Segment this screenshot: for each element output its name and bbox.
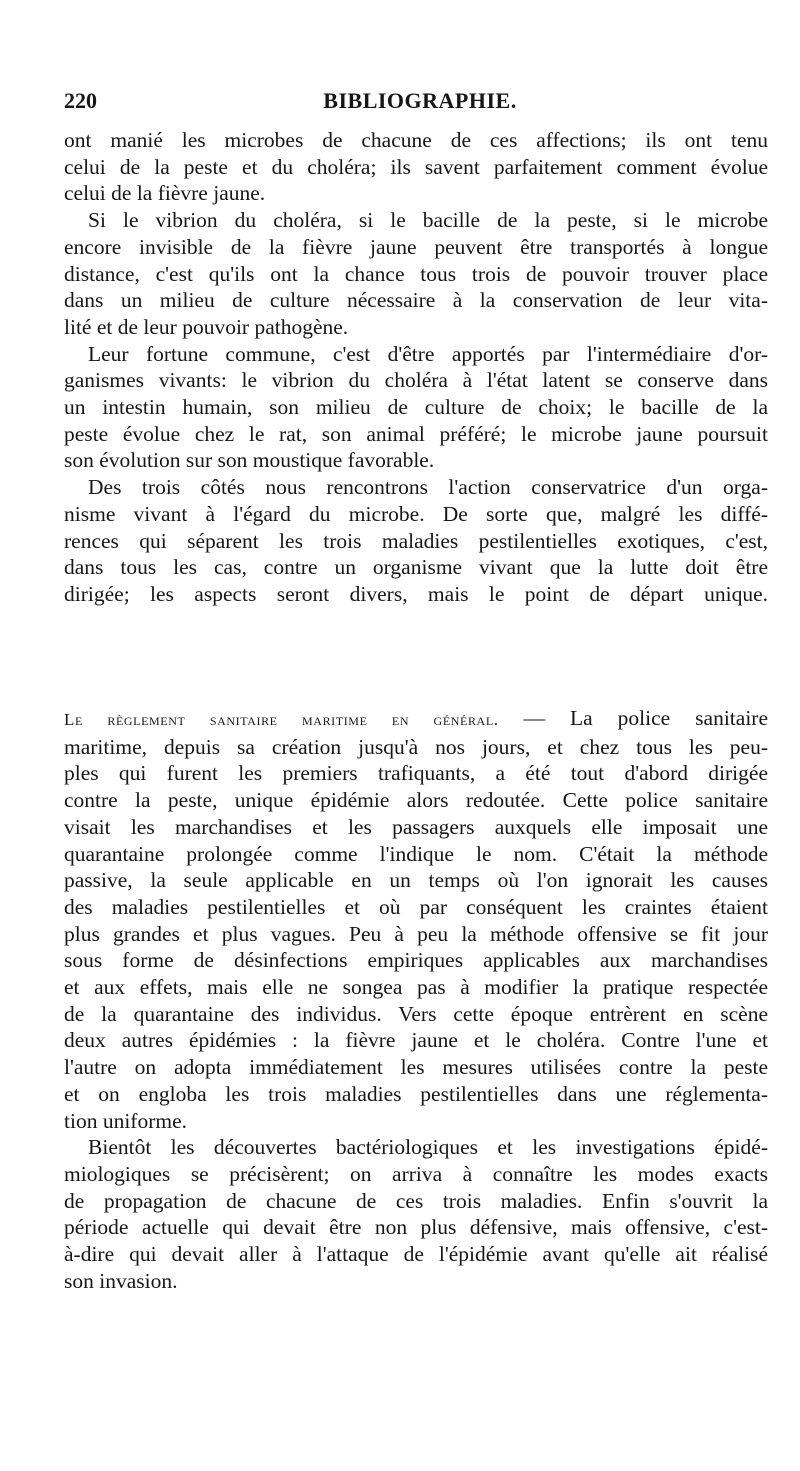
running-title: BIBLIOGRAPHIE. xyxy=(323,88,517,113)
text-line: dans un milieu de culture nécessaire à la conservation de leur vita- xyxy=(64,288,768,313)
text-line: contre la peste, unique épidémie alors redoutée. Cette police sanitaire xyxy=(64,788,768,813)
text-line: l'autre on adopta immédiatement les mesures utilisées contre la peste xyxy=(64,1055,768,1080)
page-number: 220 xyxy=(64,88,97,113)
text-line: celui de la fièvre jaune. xyxy=(64,181,266,206)
text-line: Des trois côtés nous rencontrons l'action conservatrice d'un orga- xyxy=(88,475,768,500)
text-line: Leur fortune commune, c'est d'être apportés par l'intermédiaire d'or- xyxy=(88,341,768,366)
text-line: encore invisible de la fièvre jaune peuvent être transportés à longue xyxy=(64,234,768,259)
text-line: tion uniforme. xyxy=(64,1108,188,1133)
section-lead-text: La police sanitaire xyxy=(570,706,768,730)
text-line: passive, la seule applicable en un temps où l'on ignorait les causes xyxy=(64,868,768,893)
text-line: peste évolue chez le rat, son animal préféré; le microbe jaune poursuit xyxy=(64,421,768,446)
text-line: son invasion. xyxy=(64,1268,178,1293)
text-line: Si le vibrion du choléra, si le bacille de la peste, si le microbe xyxy=(88,208,768,233)
page-header xyxy=(64,88,776,116)
text-line: et on engloba les trois maladies pestilentielles dans une réglementa- xyxy=(64,1081,768,1106)
text-line: miologiques se précisèrent; on arriva à connaître les modes exacts xyxy=(64,1161,768,1186)
text-line: maritime, depuis sa création jusqu'à nos jours, et chez tous les peu- xyxy=(64,734,768,759)
text-line: de la quarantaine des individus. Vers cette époque entrèrent en scène xyxy=(64,1001,768,1026)
text-line: dans tous les cas, contre un organisme vivant que la lutte doit être xyxy=(64,555,768,580)
text-line: visait les marchandises et les passagers auxquels elle imposait une xyxy=(64,814,768,839)
text-line: rences qui séparent les trois maladies pestilentielles exotiques, c'est, xyxy=(64,528,768,553)
text-line: de propagation de chacune de ces trois maladies. Enfin s'ouvrit la xyxy=(64,1188,768,1213)
text-line: nisme vivant à l'égard du microbe. De sorte que, malgré les diffé- xyxy=(64,501,768,526)
text-line: lité et de leur pouvoir pathogène. xyxy=(64,314,349,339)
section-first-line xyxy=(64,705,768,734)
section-title: Le règlement sanitaire maritime en général. xyxy=(64,710,499,729)
text-block-1 xyxy=(64,127,768,608)
section-dash: — xyxy=(523,706,546,730)
text-line: période actuelle qui devait être non plus défensive, mais offensive, c'est- xyxy=(64,1215,768,1240)
text-line: dirigée; les aspects seront divers, mais le point de départ unique. xyxy=(64,581,768,606)
text-line: ganismes vivants: le vibrion du choléra à l'état latent se conserve dans xyxy=(64,368,768,393)
text-line: à-dire qui devait aller à l'attaque de l'épidémie avant qu'elle ait réalisé xyxy=(64,1242,768,1267)
text-line: ont manié les microbes de chacune de ces affections; ils ont tenu xyxy=(64,128,768,152)
text-line: un intestin humain, son milieu de culture de choix; le bacille de la xyxy=(64,395,768,420)
text-line: des maladies pestilentielles et où par conséquent les craintes étaient xyxy=(64,894,768,919)
text-line: ples qui furent les premiers trafiquants, a été tout d'abord dirigée xyxy=(64,761,768,786)
text-line: deux autres épidémies : la fièvre jaune et le choléra. Contre l'une et xyxy=(64,1028,768,1053)
text-line: quarantaine prolongée comme l'indique le nom. C'était la méthode xyxy=(64,841,768,866)
text-line: son évolution sur son moustique favorable. xyxy=(64,448,435,473)
text-line: sous forme de désinfections empiriques applicables aux marchandises xyxy=(64,948,768,973)
text-block-2 xyxy=(64,705,768,1294)
text-line: plus grandes et plus vagues. Peu à peu la méthode offensive se fit jour xyxy=(64,921,768,946)
text-line: distance, c'est qu'ils ont la chance tous trois de pouvoir trouver place xyxy=(64,261,768,286)
text-line: celui de la peste et du choléra; ils savent parfaitement comment évolue xyxy=(64,154,768,179)
text-line: Bientôt les découvertes bactériologiques et les investigations épidé- xyxy=(88,1135,768,1160)
text-line: et aux effets, mais elle ne songea pas à modifier la pratique respectée xyxy=(64,975,768,1000)
